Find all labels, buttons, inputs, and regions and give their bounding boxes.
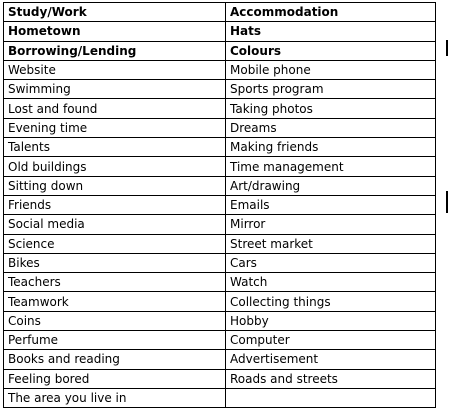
table-row — [4, 41, 436, 60]
topic-cell-right: Dreams — [226, 118, 436, 137]
topic-cell-right: Roads and streets — [226, 369, 436, 388]
topic-cell-right: Making friends — [226, 138, 436, 157]
topic-cell-right: Taking photos — [226, 99, 436, 118]
topic-cell-right: Computer — [226, 331, 436, 350]
table-row — [4, 311, 436, 330]
topic-cell-left: Swimming — [4, 80, 226, 99]
table-row — [4, 350, 436, 369]
topic-cell-left: Study/Work — [4, 3, 226, 22]
topic-cell-right: Accommodation — [226, 3, 436, 22]
topics-table-body — [4, 3, 436, 408]
topic-cell-right — [226, 388, 436, 407]
table-row — [4, 253, 436, 272]
table-row — [4, 215, 436, 234]
topic-cell-left: Friends — [4, 195, 226, 214]
table-row — [4, 99, 436, 118]
topic-cell-right: Mirror — [226, 215, 436, 234]
table-row — [4, 234, 436, 253]
table-row — [4, 157, 436, 176]
table-row — [4, 22, 436, 41]
table-row — [4, 388, 436, 407]
topic-cell-left: Teachers — [4, 273, 226, 292]
topic-cell-left: Books and reading — [4, 350, 226, 369]
table-row — [4, 331, 436, 350]
topic-cell-left: Feeling bored — [4, 369, 226, 388]
topic-cell-right: Colours — [226, 41, 436, 60]
topic-cell-right: Art/drawing — [226, 176, 436, 195]
table-row — [4, 369, 436, 388]
topic-cell-left: Old buildings — [4, 157, 226, 176]
topic-cell-left: Perfume — [4, 331, 226, 350]
topic-cell-right: Collecting things — [226, 292, 436, 311]
table-row — [4, 3, 436, 22]
table-row — [4, 80, 436, 99]
table-edge-mark — [446, 191, 448, 213]
topic-cell-left: Science — [4, 234, 226, 253]
topic-cell-right: Time management — [226, 157, 436, 176]
table-row — [4, 138, 436, 157]
table-row — [4, 176, 436, 195]
topic-cell-right: Street market — [226, 234, 436, 253]
table-row — [4, 273, 436, 292]
topics-table — [3, 2, 436, 408]
topic-cell-left: Talents — [4, 138, 226, 157]
topic-cell-left: Bikes — [4, 253, 226, 272]
table-row — [4, 292, 436, 311]
topic-cell-right: Advertisement — [226, 350, 436, 369]
topic-cell-right: Hobby — [226, 311, 436, 330]
topic-cell-left: Borrowing/Lending — [4, 41, 226, 60]
topic-cell-right: Sports program — [226, 80, 436, 99]
topic-cell-left: Evening time — [4, 118, 226, 137]
topic-cell-right: Mobile phone — [226, 60, 436, 79]
table-row — [4, 118, 436, 137]
topic-cell-left: Lost and found — [4, 99, 226, 118]
topic-cell-left: The area you live in — [4, 388, 226, 407]
topic-cell-right: Cars — [226, 253, 436, 272]
topic-cell-right: Hats — [226, 22, 436, 41]
table-row — [4, 195, 436, 214]
table-row — [4, 60, 436, 79]
topic-cell-left: Social media — [4, 215, 226, 234]
topic-cell-left: Teamwork — [4, 292, 226, 311]
topic-cell-left: Hometown — [4, 22, 226, 41]
topic-cell-left: Website — [4, 60, 226, 79]
topic-cell-right: Watch — [226, 273, 436, 292]
topic-cell-left: Sitting down — [4, 176, 226, 195]
topic-cell-right: Emails — [226, 195, 436, 214]
table-edge-mark — [446, 40, 448, 56]
topic-cell-left: Coins — [4, 311, 226, 330]
